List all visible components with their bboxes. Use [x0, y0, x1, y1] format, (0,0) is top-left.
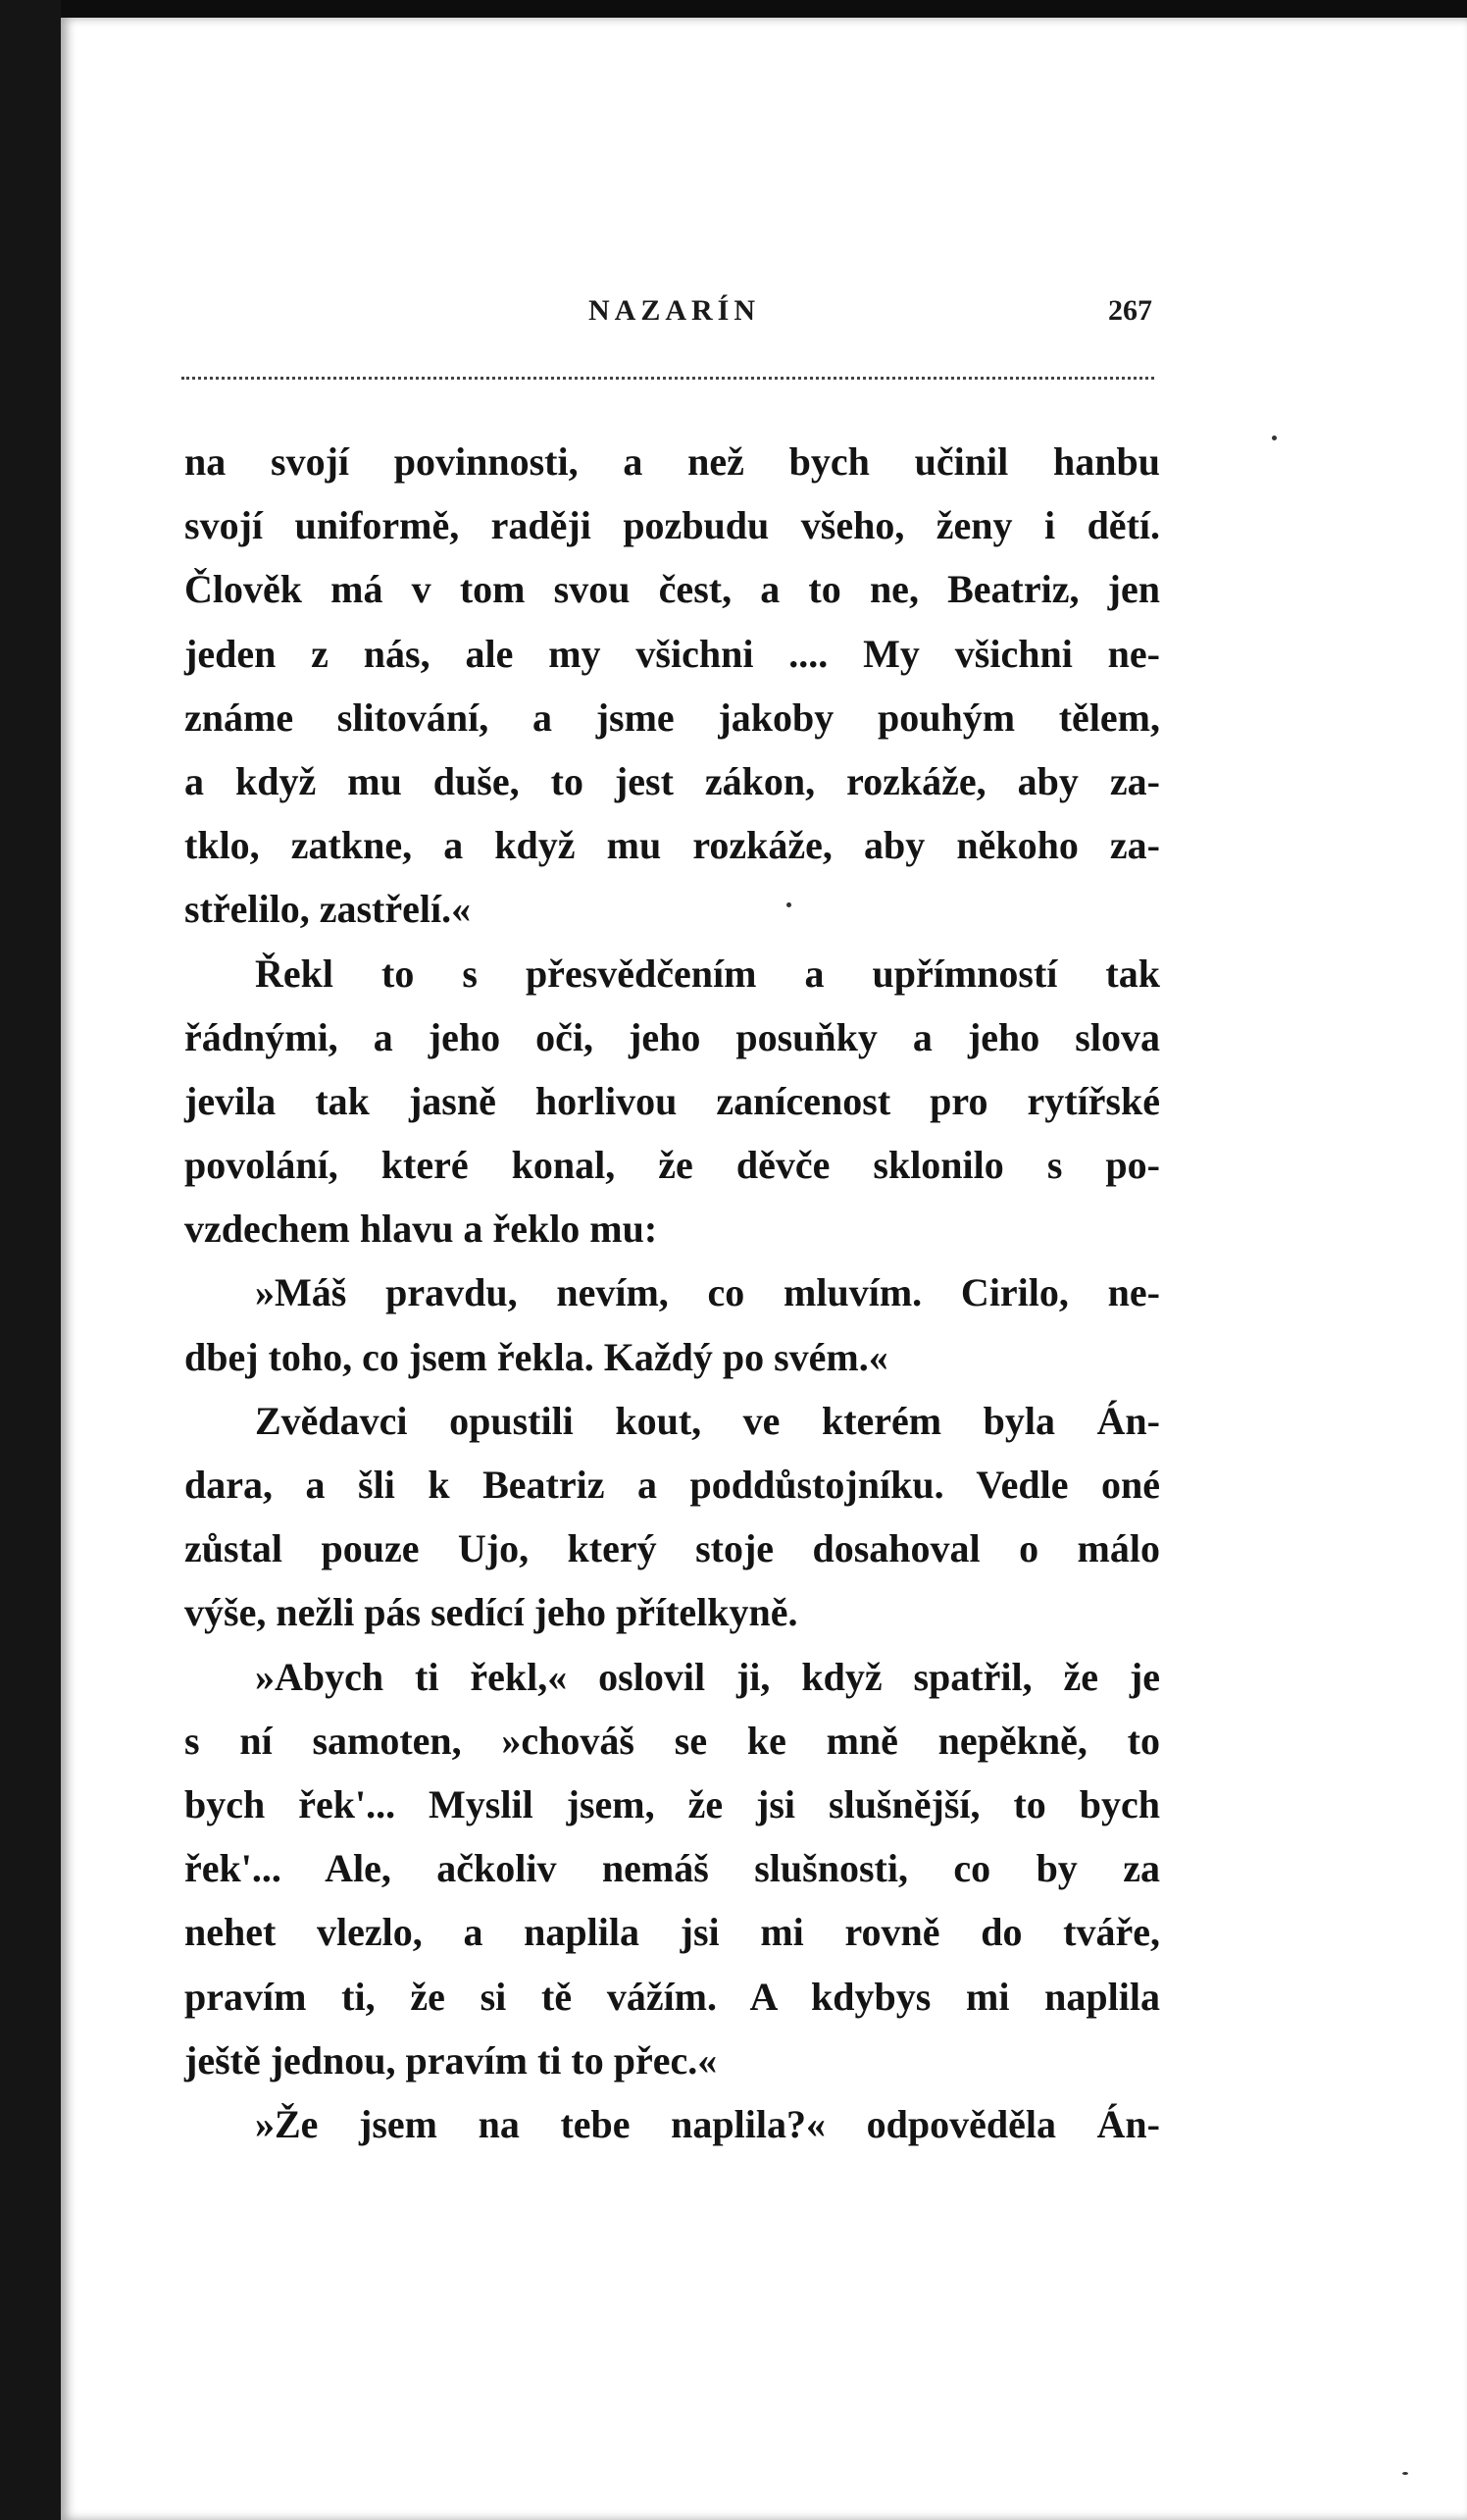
body-text [184, 430, 1160, 2156]
text-line: povolání, které konal, že děvče sklonilo s po- [184, 1143, 1160, 1188]
text-line: jevila tak jasně horlivou zanícenost pro rytířské [184, 1078, 1160, 1123]
text-line: Člověk má v tom svou čest, a to ne, Beatriz, jen [184, 567, 1160, 612]
text-line: Řekl to s přesvědčením a upřímností tak [255, 951, 1160, 996]
text-line: dbej toho, co jsem řekla. Každý po svém.« [184, 1334, 888, 1379]
scan-speck [786, 902, 791, 907]
text-line: známe slitování, a jsme jakoby pouhým tělem, [184, 694, 1160, 740]
scan-speck [1272, 436, 1277, 440]
text-line: bych řek'... Myslil jsem, že jsi slušnější, to bych [184, 1781, 1160, 1826]
text-line: s ní samoten, »chováš se ke mně nepěkně, to [184, 1718, 1160, 1763]
scan-top-edge [0, 0, 1467, 18]
text-line: řek'... Ale, ačkoliv nemáš slušnosti, co by za [184, 1846, 1160, 1891]
page-number: 267 [1108, 294, 1152, 327]
header-rule [181, 377, 1154, 380]
running-title: NAZARÍN [588, 294, 761, 327]
text-line: »Že jsem na tebe naplila?« odpověděla Án- [255, 2101, 1160, 2146]
text-line: nehet vlezlo, a naplila jsi mi rovně do tváře, [184, 1910, 1160, 1955]
page-header [181, 294, 1152, 334]
text-line: jeden z nás, ale my všichni .... My všichni ne- [184, 631, 1160, 676]
text-line: svojí uniformě, raději pozbudu všeho, ženy i dětí. [184, 503, 1160, 548]
text-line: zůstal pouze Ujo, který stoje dosahoval o málo [184, 1526, 1160, 1571]
scan-speck [1402, 2472, 1408, 2475]
text-line: »Abych ti řekl,« oslovil ji, když spatřil, že je [255, 1654, 1160, 1699]
text-line: vzdechem hlavu a řeklo mu: [184, 1207, 658, 1252]
text-line: tklo, zatkne, a když mu rozkáže, aby někoho za- [184, 823, 1160, 868]
book-spine-shadow [0, 0, 61, 2520]
text-line: řádnými, a jeho oči, jeho posuňky a jeho slova [184, 1014, 1160, 1059]
text-line: »Máš pravdu, nevím, co mluvím. Cirilo, ne- [255, 1270, 1160, 1315]
text-line: na svojí povinnosti, a než bych učinil hanbu [184, 439, 1160, 484]
text-line: Zvědavci opustili kout, ve kterém byla Án- [255, 1398, 1160, 1443]
text-line: střelilo, zastřelí.« [184, 887, 472, 932]
text-line: dara, a šli k Beatriz a poddůstojníku. Vedle oné [184, 1463, 1160, 1507]
text-line: pravím ti, že si tě vážím. A kdybys mi naplila [184, 1974, 1160, 2019]
text-line: a když mu duše, to jest zákon, rozkáže, aby za- [184, 758, 1160, 803]
text-line: ještě jednou, pravím ti to přec.« [184, 2037, 718, 2083]
text-line: výše, nežli pás sedící jeho přítelkyně. [184, 1590, 798, 1635]
